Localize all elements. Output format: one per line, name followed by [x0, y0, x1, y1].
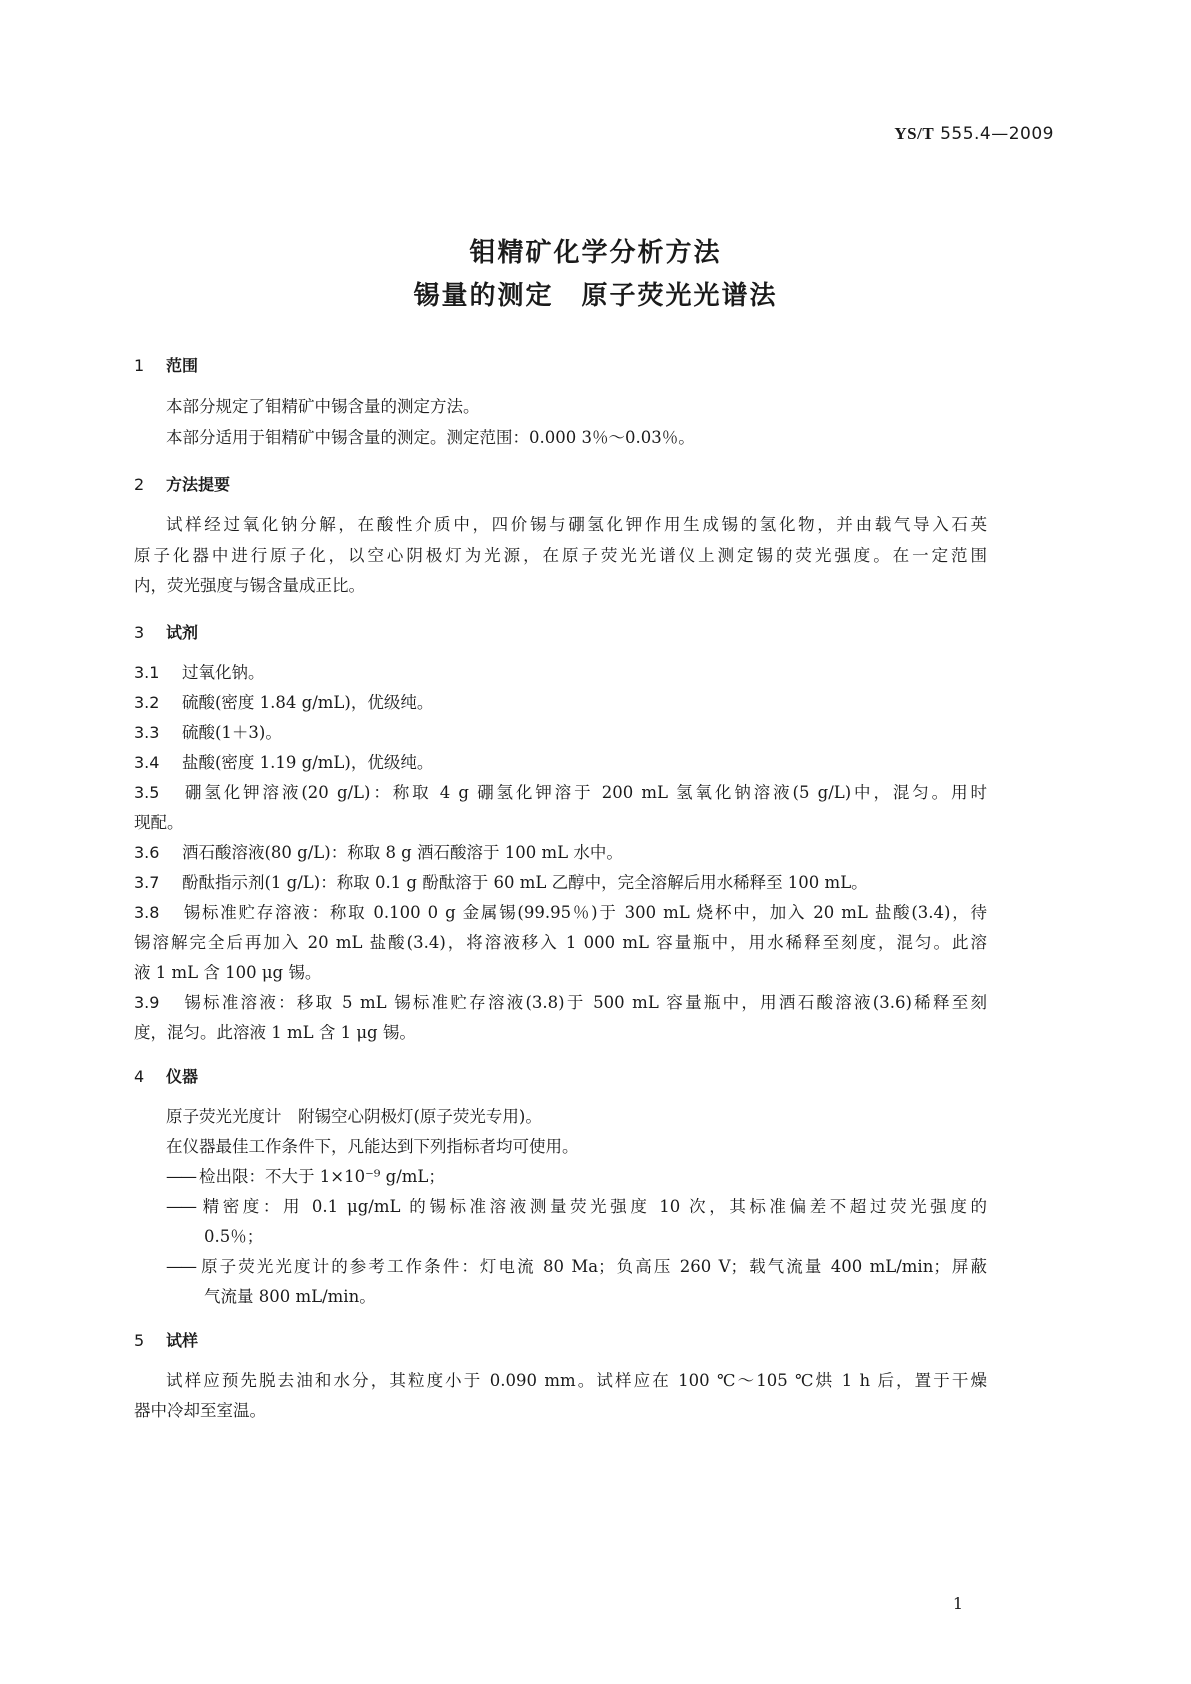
section-heading-principle: [134, 472, 230, 495]
section-number: 5: [134, 1331, 145, 1350]
section-number: 3: [134, 623, 145, 642]
bullet-dash: ——: [166, 1197, 195, 1216]
section-heading-scope: [134, 353, 198, 376]
scope-paragraph-2: 本部分适用于钼精矿中锡含量的测定。测定范围：0.000 3％～0.03％。: [166, 428, 695, 447]
reagent-number: 3.2: [134, 693, 160, 712]
reagent-text: 酚酞指示剂(1 g/L)：称取 0.1 g 酚酞溶于 60 mL 乙醇中，完全溶解后用水稀释至 100 mL。: [182, 873, 868, 892]
apparatus-bullet-3: [166, 1256, 987, 1278]
reagent-continuation: 现配。: [134, 813, 184, 832]
standard-code: [894, 124, 1054, 144]
reagent-number: 3.4: [134, 753, 160, 772]
section-number: 2: [134, 475, 145, 494]
section-title: 范围: [166, 356, 199, 375]
reagent-item: [134, 842, 623, 864]
section-title: 试剂: [166, 623, 199, 642]
reagent-item: [134, 902, 987, 924]
reagent-number: 3.6: [134, 843, 160, 862]
apparatus-bullet-continuation: 气流量 800 mL/min。: [204, 1287, 376, 1306]
page-number: 1: [952, 1594, 963, 1613]
principle-line-2: 原子化器中进行原子化，以空心阴极灯为光源，在原子荧光光谱仪上测定锡的荧光强度。在一定范围: [134, 546, 987, 565]
reagent-text: 锡标准贮存溶液：称取 0.100 0 g 金属锡(99.95％)于 300 mL 烧杯中，加入 20 mL 盐酸(3.4)，待: [182, 903, 987, 922]
standard-prefix: YS/T: [894, 124, 935, 143]
section-heading-sample: [134, 1328, 198, 1351]
reagent-number: 3.3: [134, 723, 160, 742]
section-title: 试样: [166, 1331, 199, 1350]
section-number: 1: [134, 356, 145, 375]
section-heading-apparatus: [134, 1064, 198, 1087]
standard-number: 555.4—2009: [940, 124, 1054, 144]
reagent-text: 盐酸(密度 1.19 g/mL)，优级纯。: [182, 753, 434, 772]
reagent-item: [134, 692, 433, 714]
reagent-continuation: 液 1 mL 含 100 μg 锡。: [134, 963, 322, 982]
document-title-line-2: 锡量的测定 原子荧光光谱法: [413, 281, 778, 311]
reagent-item: [134, 752, 433, 774]
apparatus-bullet-1: [166, 1166, 445, 1188]
reagent-text: 硫酸(密度 1.84 g/mL)，优级纯。: [182, 693, 434, 712]
principle-line-1: 试样经过氧化钠分解，在酸性介质中，四价锡与硼氢化钾作用生成锡的氢化物，并由载气导入石英: [166, 515, 987, 534]
apparatus-bullet-continuation: 0.5％；: [204, 1227, 264, 1246]
sample-line-1: 试样应预先脱去油和水分，其粒度小于 0.090 mm。试样应在 100 ℃～105 ℃烘 1 h 后，置于干燥: [166, 1371, 987, 1390]
reagent-text: 锡标准溶液：移取 5 mL 锡标准贮存溶液(3.8)于 500 mL 容量瓶中，用酒石酸溶液(3.6)稀释至刻: [182, 993, 987, 1012]
section-heading-reagents: [134, 620, 198, 643]
reagent-number: 3.7: [134, 873, 160, 892]
reagent-number: 3.5: [134, 783, 160, 802]
bullet-dash: ——: [166, 1257, 195, 1276]
section-title: 方法提要: [166, 475, 231, 494]
principle-line-3: 内，荧光强度与锡含量成正比。: [134, 576, 365, 595]
bullet-dash: ——: [166, 1167, 195, 1186]
reagent-item: [134, 872, 868, 894]
reagent-text: 过氧化钠。: [182, 663, 265, 682]
reagent-number: 3.9: [134, 993, 160, 1012]
section-number: 4: [134, 1067, 145, 1086]
bullet-text: 原子荧光光度计的参考工作条件：灯电流 80 Ma；负高压 260 V；载气流量 400 mL/min；屏蔽: [199, 1257, 987, 1276]
document-title-line-1: 钼精矿化学分析方法: [469, 238, 722, 268]
apparatus-bullet-2: [166, 1196, 987, 1218]
reagent-continuation: 锡溶解完全后再加入 20 mL 盐酸(3.4)，将溶液移入 1 000 mL 容量瓶中，用水稀释至刻度，混匀。此溶: [134, 933, 987, 952]
reagent-number: 3.8: [134, 903, 160, 922]
reagent-text: 硫酸(1＋3)。: [182, 723, 282, 742]
apparatus-paragraph-2: 在仪器最佳工作条件下，凡能达到下列指标者均可使用。: [166, 1137, 579, 1156]
reagent-item: [134, 662, 265, 684]
reagent-item: [134, 992, 987, 1014]
reagent-item: [134, 722, 282, 744]
reagent-text: 酒石酸溶液(80 g/L)：称取 8 g 酒石酸溶于 100 mL 水中。: [182, 843, 623, 862]
apparatus-paragraph-1: 原子荧光光度计 附锡空心阴极灯(原子荧光专用)。: [166, 1107, 542, 1126]
reagent-item: [134, 782, 987, 804]
reagent-text: 硼氢化钾溶液(20 g/L)：称取 4 g 硼氢化钾溶于 200 mL 氢氧化钠溶液(5 g/L)中，混匀。用时: [182, 783, 987, 802]
bullet-text: 检出限：不大于 1×10⁻⁹ g/mL；: [199, 1167, 445, 1186]
bullet-text: 精密度：用 0.1 μg/mL 的锡标准溶液测量荧光强度 10 次，其标准偏差不超过荧光强度的: [199, 1197, 987, 1216]
reagent-number: 3.1: [134, 663, 160, 682]
reagent-continuation: 度，混匀。此溶液 1 mL 含 1 μg 锡。: [134, 1023, 416, 1042]
section-title: 仪器: [166, 1067, 199, 1086]
sample-line-2: 器中冷却至室温。: [134, 1401, 266, 1420]
scope-paragraph-1: 本部分规定了钼精矿中锡含量的测定方法。: [166, 397, 480, 416]
